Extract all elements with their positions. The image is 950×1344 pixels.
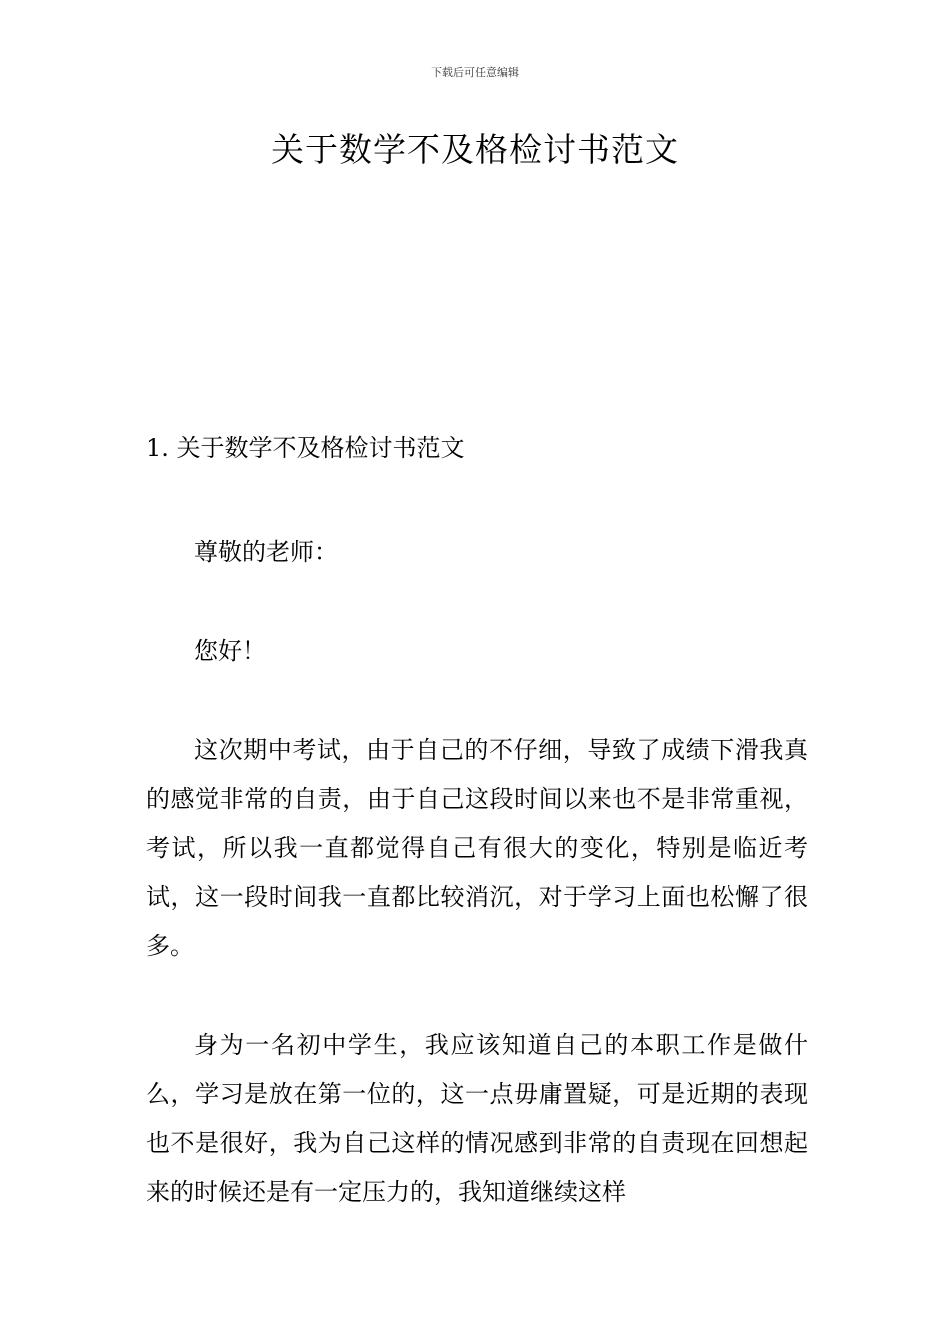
body-paragraph-2: 身为一名初中学生，我应该知道自己的本职工作是做什么，学习是放在第一位的，这一点毋庸置疑，可是近期的表现也不是很好，我为自己这样的情况感到非常的自责现在回想起来的时候还是有一定压力的，我知道继续这样 [146, 1031, 808, 1206]
body-paragraph-1: 这次期中考试，由于自己的不仔细，导致了成绩下滑我真的感觉非常的自责，由于自己这段时间以来也不是非常重视，考试，所以我一直都觉得自己有很大的变化，特别是临近考试，这一段时间我一直都比较消沉，对于学习上面也松懈了很多。 [146, 736, 808, 960]
document-title: 关于数学不及格检讨书范文 [271, 130, 679, 169]
header-note: 下载后可任意编辑 [431, 66, 519, 79]
greeting: 您好！ [194, 637, 266, 665]
salutation: 尊敬的老师： [194, 538, 338, 566]
section-heading: 1. 关于数学不及格检讨书范文 [146, 434, 465, 462]
document-body [146, 428, 808, 1217]
